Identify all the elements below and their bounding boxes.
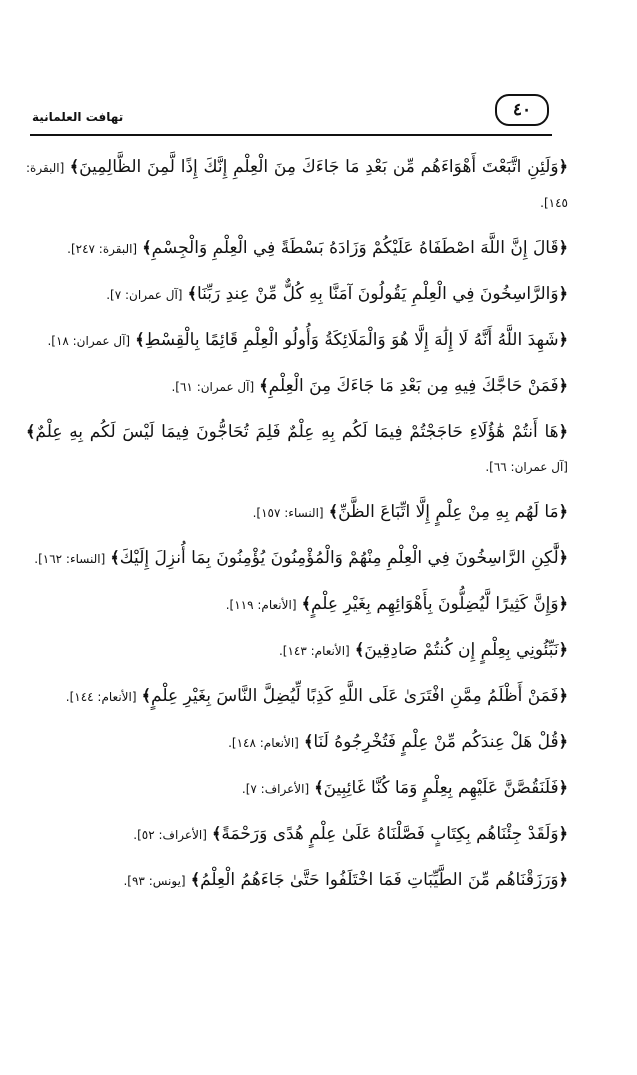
close-bracket: ﴾: [26, 422, 36, 441]
close-bracket: ﴾: [212, 824, 222, 843]
verse-text: وَلَقَدْ جِئْنَاهُم بِكِتَابٍ فَصَّلْنَاهُ عَلَىٰ عِلْمٍ هُدًى وَرَحْمَةً: [221, 824, 559, 844]
verse-entry: [26, 863, 586, 898]
verse-text: وَإِنَّ كَثِيرًا لَّيُضِلُّونَ بِأَهْوَائِهِم بِغَيْرِ عِلْمٍ: [310, 594, 559, 614]
verse-reference: [يونس: ٩٣].: [123, 874, 186, 888]
verse-reference: [آل عمران: ١٨].: [47, 334, 131, 348]
verse-text: لَّٰكِنِ الرَّاسِخُونَ فِي الْعِلْمِ مِنْهُمْ وَالْمُؤْمِنُونَ يُؤْمِنُونَ بِمَا أُنزِلَ إِلَيْكَ: [119, 548, 559, 568]
open-bracket: ﴿: [558, 824, 568, 843]
verse-reference: [البقرة: ١٤٥].: [26, 161, 568, 210]
open-bracket: ﴿: [558, 640, 568, 659]
verse-text: هَا أَنتُمْ هَٰؤُلَاءِ حَاجَجْتُمْ فِيمَا لَكُم بِهِ عِلْمٌ فَلِمَ تُحَاجُّونَ فِيمَا لَيْسَ لَكُم بِهِ عِلْمٌ: [35, 422, 559, 442]
open-bracket: ﴿: [558, 376, 568, 395]
verse-text: نَبِّئُونِي بِعِلْمٍ إِن كُنتُمْ صَادِقِينَ: [364, 640, 559, 660]
verse-entry: [26, 277, 586, 312]
close-bracket: ﴾: [69, 157, 80, 176]
verse-entry: [26, 679, 586, 714]
verse-text: قُلْ هَلْ عِندَكُم مِّنْ عِلْمٍ فَتُخْرِجُوهُ لَنَا: [313, 732, 559, 752]
close-bracket: ﴾: [303, 732, 314, 751]
verse-reference: [الأعراف: ٧].: [241, 782, 310, 796]
close-bracket: ﴾: [135, 330, 145, 349]
verse-entry: [26, 323, 586, 358]
close-bracket: ﴾: [328, 502, 339, 521]
open-bracket: ﴿: [558, 548, 568, 567]
page-header: [30, 94, 552, 136]
verse-text: وَالرَّاسِخُونَ فِي الْعِلْمِ يَقُولُونَ آمَنَّا بِهِ كُلٌّ مِّنْ عِندِ رَبِّنَا: [196, 284, 559, 304]
open-bracket: ﴿: [558, 870, 568, 889]
verse-text: شَهِدَ اللَّهُ أَنَّهُ لَا إِلَٰهَ إِلَّا هُوَ وَالْمَلَائِكَةُ وَأُولُو الْعِلْمِ قَائِمًا بِالْقِسْطِ: [144, 330, 559, 350]
verse-reference: [آل عمران: ٧].: [106, 288, 183, 302]
verse-text: فَمَنْ حَاجَّكَ فِيهِ مِن بَعْدِ مَا جَاءَكَ مِنَ الْعِلْمِ: [268, 376, 559, 396]
verse-text: وَلَئِنِ اتَّبَعْتَ أَهْوَاءَهُم مِّن بَعْدِ مَا جَاءَكَ مِنَ الْعِلْمِ إِنَّكَ إِذًا لَّمِنَ الظَّالِمِينَ: [79, 157, 559, 177]
verse-text: قَالَ إِنَّ اللَّهَ اصْطَفَاهُ عَلَيْكُمْ وَزَادَهُ بَسْطَةً فِي الْعِلْمِ وَالْجِسْمِ: [151, 238, 559, 258]
verse-reference: [البقرة: ٢٤٧].: [67, 242, 138, 256]
close-bracket: ﴾: [190, 870, 201, 889]
verse-reference: [النساء: ١٦٢].: [34, 552, 106, 566]
verse-text: فَلَنَقُصَّنَّ عَلَيْهِم بِعِلْمٍ وَمَا كُنَّا غَائِبِينَ: [323, 778, 559, 798]
verse-reference: [آل عمران: ٦٦].: [485, 460, 568, 474]
verse-entry: [26, 369, 586, 404]
open-bracket: ﴿: [558, 686, 568, 705]
close-bracket: ﴾: [354, 640, 365, 659]
close-bracket: ﴾: [110, 548, 120, 567]
verse-entry: [26, 725, 586, 760]
page-number-badge: ٤٠: [495, 94, 549, 126]
close-bracket: ﴾: [187, 284, 197, 303]
verse-text: مَا لَهُم بِهِ مِنْ عِلْمٍ إِلَّا اتِّبَاعَ الظَّنِّ: [338, 502, 559, 522]
verse-entry: [26, 231, 586, 266]
verse-reference: [الأعراف: ٥٢].: [133, 828, 207, 842]
open-bracket: ﴿: [558, 502, 568, 521]
close-bracket: ﴾: [259, 376, 269, 395]
open-bracket: ﴿: [558, 594, 568, 613]
verse-entry: [26, 150, 586, 220]
verse-reference: [الأنعام: ١٤٨].: [228, 736, 299, 750]
verse-entry: [26, 495, 586, 530]
verse-reference: [الأنعام: ١٤٤].: [65, 690, 137, 704]
open-bracket: ﴿: [558, 422, 568, 441]
verse-text: وَرَزَقْنَاهُم مِّنَ الطَّيِّبَاتِ فَمَا اخْتَلَفُوا حَتَّىٰ جَاءَهُمُ الْعِلْمُ: [200, 870, 559, 890]
verse-entry: [26, 541, 586, 576]
open-bracket: ﴿: [558, 732, 568, 751]
running-title: تهافت العلمانية: [32, 110, 124, 124]
verse-entry: [26, 415, 586, 484]
close-bracket: ﴾: [301, 594, 311, 613]
verse-entry: [26, 633, 586, 668]
close-bracket: ﴾: [142, 238, 152, 257]
open-bracket: ﴿: [558, 238, 568, 257]
open-bracket: ﴿: [558, 284, 568, 303]
open-bracket: ﴿: [558, 157, 568, 176]
open-bracket: ﴿: [558, 330, 568, 349]
verse-entry: [26, 817, 586, 852]
verse-entry: [26, 587, 586, 622]
verse-text: فَمَنْ أَظْلَمُ مِمَّنِ افْتَرَىٰ عَلَى اللَّهِ كَذِبًا لِّيُضِلَّ النَّاسَ بِغَيْرِ عِلْمٍ: [151, 686, 559, 706]
open-bracket: ﴿: [558, 778, 568, 797]
close-bracket: ﴾: [141, 686, 152, 705]
verse-list: [26, 150, 586, 909]
verse-reference: [الأنعام: ١١٩].: [225, 598, 297, 612]
close-bracket: ﴾: [314, 778, 324, 797]
verse-reference: [آل عمران: ٦١].: [171, 380, 255, 394]
verse-entry: [26, 771, 586, 806]
verse-reference: [النساء: ١٥٧].: [252, 506, 324, 520]
verse-reference: [الأنعام: ١٤٣].: [278, 644, 350, 658]
